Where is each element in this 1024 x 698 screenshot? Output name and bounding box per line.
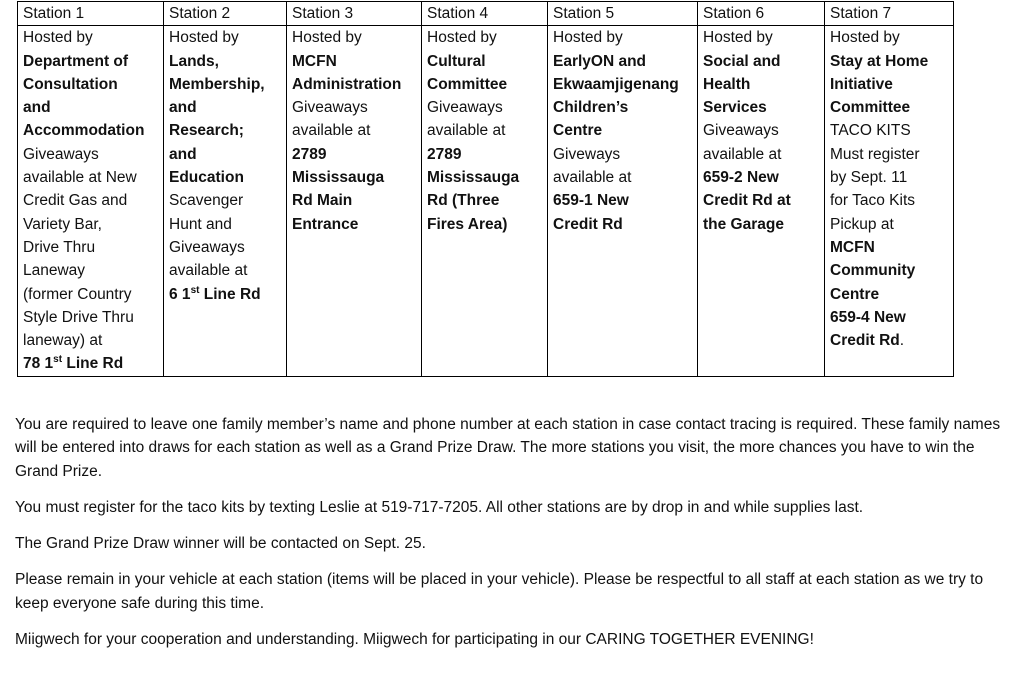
station-detail-line: Hosted by [169,29,239,47]
station-header: Station 6 [698,2,825,26]
station-detail-line: Hosted by [830,29,900,47]
station-detail-line: Research; [169,122,244,140]
station-detail-cell [422,26,548,376]
station-detail-line: EarlyON and [553,52,647,70]
station-detail-line: Variety Bar, [23,215,102,233]
station-detail-line: Community [830,262,916,280]
station-detail-line: available at [427,122,506,140]
station-detail-line: 2789 [427,145,462,163]
station-detail-line: Rd (Three [427,192,500,210]
paragraph-contact-tracing: You are required to leave one family member’s name and phone number at each station in case contact tracing is required. These family names will be entered into draws for each station as well as a Grand Prize Draw. The more stations you visit, the more chances you have to win the Grand Prize. [15,416,1001,480]
paragraph-miigwech: Miigwech for your cooperation and understanding. Miigwech for participating in our CARING TOGETHER EVENING! [15,631,814,649]
station-detail-line: Hosted by [427,29,497,47]
station-detail-line: Cultural [427,52,486,70]
station-detail-line: Initiative [830,75,893,93]
station-detail-line: Mississauga [427,169,520,187]
station-detail-line: and [23,99,51,117]
station-detail-line: Centre [553,122,603,140]
station-detail-line: Committee [427,75,508,93]
station-detail-line: Lands, [169,52,219,70]
station-detail-line: for Taco Kits [830,192,916,210]
station-detail-line: (former Country [23,285,132,303]
station-detail-line: available at [703,145,782,163]
station-detail-line: Must register [830,145,920,163]
paragraph-vehicle-safety: Please remain in your vehicle at each station (items will be placed in your vehicle). Please be respectful to all staff at each station as we try to keep everyone safe during this time. [15,571,984,612]
station-detail-line: available at [292,122,371,140]
stations-detail-row [18,26,954,376]
station-detail-cell [825,26,954,376]
station-header: Station 7 [825,2,954,26]
station-detail-line: Accommodation [23,122,145,140]
station-detail-cell [164,26,287,376]
station-detail-line: Consultation [23,75,118,93]
station-detail-line: MCFN [292,52,337,70]
station-detail-line: the Garage [703,215,784,233]
paragraph-taco-registration: You must register for the taco kits by texting Leslie at 519-717-7205. All other stations are by drop in and while supplies last. [15,498,864,516]
station-detail-line: Hosted by [553,29,623,47]
station-detail-line: Children’s [553,99,629,117]
station-header: Station 1 [18,2,164,26]
paragraph-grand-prize-date: The Grand Prize Draw winner will be contacted on Sept. 25. [15,535,426,553]
station-detail-cell [18,26,164,376]
station-detail-line: MCFN [830,238,875,256]
station-detail-line: 2789 [292,145,327,163]
station-detail-line: Department of [23,52,129,70]
station-detail-line: Rd Main [292,192,353,210]
station-detail-line: TACO KITS [830,122,911,140]
station-detail-line: Mississauga [292,169,385,187]
station-header: Station 2 [164,2,287,26]
station-detail-line: Pickup at [830,215,894,233]
station-detail-line: Stay at Home [830,52,929,70]
station-detail-line: 6 1st Line Rd [169,284,261,303]
station-detail-line: Credit Rd. [830,332,905,350]
station-detail-line: Credit Gas and [23,192,128,210]
station-detail-line: Health [703,75,751,93]
station-detail-line: Committee [830,99,911,117]
station-detail-line: Credit Rd at [703,192,791,210]
station-detail-line: Giveaways [427,99,503,117]
station-detail-line: Giveways [553,145,621,163]
station-detail-line: Social and [703,52,781,70]
station-detail-line: Fires Area) [427,215,508,233]
station-detail-line: Hosted by [703,29,773,47]
station-detail-line: Membership, [169,75,265,93]
station-detail-line: and [169,99,197,117]
station-detail-line: Centre [830,285,880,303]
station-detail-line: 78 1st Line Rd [23,354,124,373]
station-header: Station 5 [548,2,698,26]
station-detail-line: available at New [23,169,137,187]
station-detail-line: available at [553,169,632,187]
station-detail-line: Drive Thru [23,238,96,256]
station-detail-line: available at [169,262,248,280]
station-detail-cell [548,26,698,376]
stations-header-row [18,2,954,26]
stations-table [17,1,954,377]
station-detail-line: Hunt and [169,215,232,233]
station-detail-line: Education [169,169,244,187]
station-detail-line: Entrance [292,215,359,233]
station-detail-line: Hosted by [23,29,93,47]
station-detail-line: 659-1 New [553,192,629,210]
station-detail-line: by Sept. 11 [830,169,908,187]
station-header: Station 4 [422,2,548,26]
station-detail-line: Hosted by [292,29,362,47]
station-detail-line: Giveaways [703,122,779,140]
station-detail-line: Ekwaamjigenang [553,75,679,93]
station-detail-line: laneway) at [23,332,103,350]
station-header: Station 3 [287,2,422,26]
station-detail-line: Style Drive Thru [23,308,134,326]
station-detail-cell [287,26,422,376]
station-detail-line: Services [703,99,767,117]
station-detail-line: 659-4 New [830,308,906,326]
station-detail-cell [698,26,825,376]
station-detail-line: Laneway [23,262,86,280]
station-detail-line: and [169,145,197,163]
station-detail-line: Credit Rd [553,215,623,233]
station-detail-line: Giveaways [292,99,368,117]
station-detail-line: 659-2 New [703,169,779,187]
station-detail-line: Giveaways [23,145,99,163]
station-detail-line: Giveaways [169,238,245,256]
instructions-section [15,413,1015,664]
station-detail-line: Scavenger [169,192,244,210]
station-detail-line: Administration [292,75,402,93]
